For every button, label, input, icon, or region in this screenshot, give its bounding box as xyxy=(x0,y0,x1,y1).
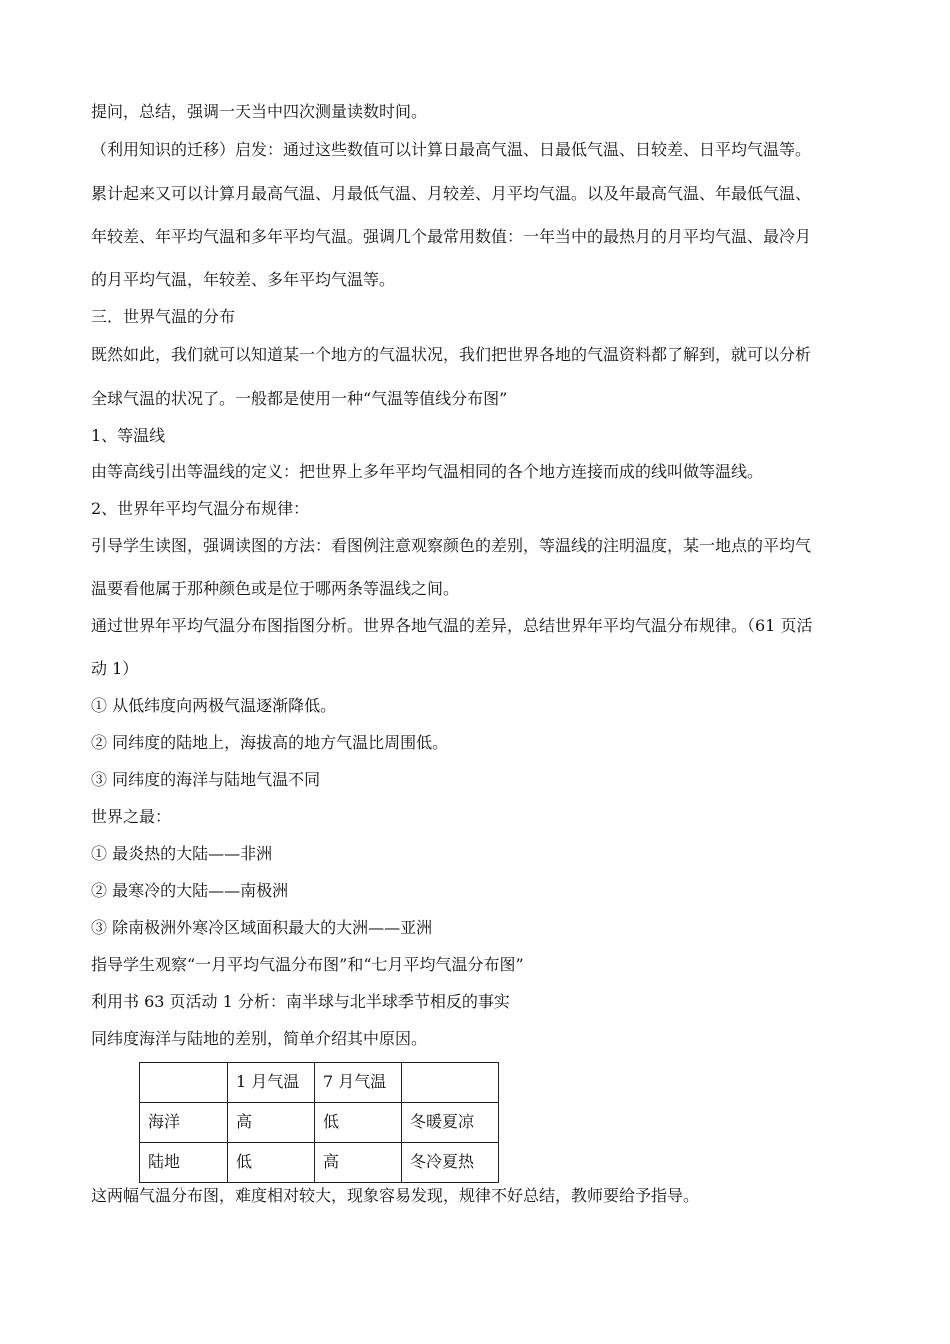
paragraph-line: 指导学生观察“一月平均气温分布图”和“七月平均气温分布图” xyxy=(91,955,524,974)
subsection-heading: 2、世界年平均气温分布规律： xyxy=(91,499,310,518)
list-item: ① 最炎热的大陆——非洲 xyxy=(91,844,273,863)
section-heading: 三．世界气温的分布 xyxy=(91,307,236,326)
table-row xyxy=(140,1143,499,1183)
paragraph-line: 的月平均气温，年较差、多年平均气温等。 xyxy=(91,270,396,289)
table-cell xyxy=(402,1063,499,1103)
list-item: ② 同纬度的陆地上，海拔高的地方气温比周围低。 xyxy=(91,733,449,752)
table-row xyxy=(140,1103,499,1143)
list-item: ② 最寒冷的大陆——南极洲 xyxy=(91,881,289,900)
table-header-row xyxy=(140,1063,499,1103)
table-cell: 7 月气温 xyxy=(315,1063,402,1103)
paragraph-line: 温要看他属于那种颜色或是位于哪两条等温线之间。 xyxy=(91,579,460,598)
paragraph-line: 引导学生读图，强调读图的方法：看图例注意观察颜色的差别，等温线的注明温度，某一地点的平均气 xyxy=(91,536,812,555)
table-cell: 高 xyxy=(228,1103,315,1143)
table-cell: 海洋 xyxy=(140,1103,228,1143)
paragraph-line: （利用知识的迁移）启发：通过这些数值可以计算日最高气温、日最低气温、日较差、日平均气温等。 xyxy=(91,140,812,159)
closing-paragraph: 这两幅气温分布图，难度相对较大，现象容易发现，规律不好总结，教师要给予指导。 xyxy=(91,1186,700,1205)
paragraph-line: 利用书 63 页活动 1 分析：南半球与北半球季节相反的事实 xyxy=(91,992,510,1011)
paragraph-line: 既然如此，我们就可以知道某一个地方的气温状况，我们把世界各地的气温资料都了解到，就可以分析 xyxy=(91,345,812,364)
paragraph-line: 提问，总结，强调一天当中四次测量读数时间。 xyxy=(91,102,428,121)
list-item: ③ 同纬度的海洋与陆地气温不同 xyxy=(91,770,321,789)
table-cell: 高 xyxy=(315,1143,402,1183)
paragraph-line: 累计起来又可以计算月最高气温、月最低气温、月较差、月平均气温。以及年最高气温、年最低气温、 xyxy=(91,184,812,203)
table-cell: 陆地 xyxy=(140,1143,228,1183)
comparison-table xyxy=(139,1062,499,1183)
table-cell: 低 xyxy=(315,1103,402,1143)
table-cell: 1 月气温 xyxy=(228,1063,315,1103)
paragraph-line: 全球气温的状况了。一般都是使用一种“气温等值线分布图” xyxy=(91,389,508,408)
list-item: ① 从低纬度向两极气温逐渐降低。 xyxy=(91,696,337,715)
table-cell: 冬暖夏凉 xyxy=(402,1103,499,1143)
table-cell: 低 xyxy=(228,1143,315,1183)
paragraph-line: 同纬度海洋与陆地的差别，简单介绍其中原因。 xyxy=(91,1029,428,1048)
subsection-heading: 1、等温线 xyxy=(91,426,166,445)
table-cell xyxy=(140,1063,228,1103)
list-item: ③ 除南极洲外寒冷区域面积最大的大洲——亚洲 xyxy=(91,918,433,937)
table-cell: 冬冷夏热 xyxy=(402,1143,499,1183)
paragraph-line: 由等高线引出等温线的定义：把世界上多年平均气温相同的各个地方连接而成的线叫做等温线。 xyxy=(91,462,764,481)
paragraph-line: 年较差、年平均气温和多年平均气温。强调几个最常用数值：一年当中的最热月的月平均气温、最冷月 xyxy=(91,227,812,246)
paragraph-line: 通过世界年平均气温分布图指图分析。世界各地气温的差异，总结世界年平均气温分布规律。（61 页活 xyxy=(91,616,813,635)
paragraph-line: 动 1） xyxy=(91,659,139,678)
paragraph-line: 世界之最： xyxy=(91,807,172,826)
